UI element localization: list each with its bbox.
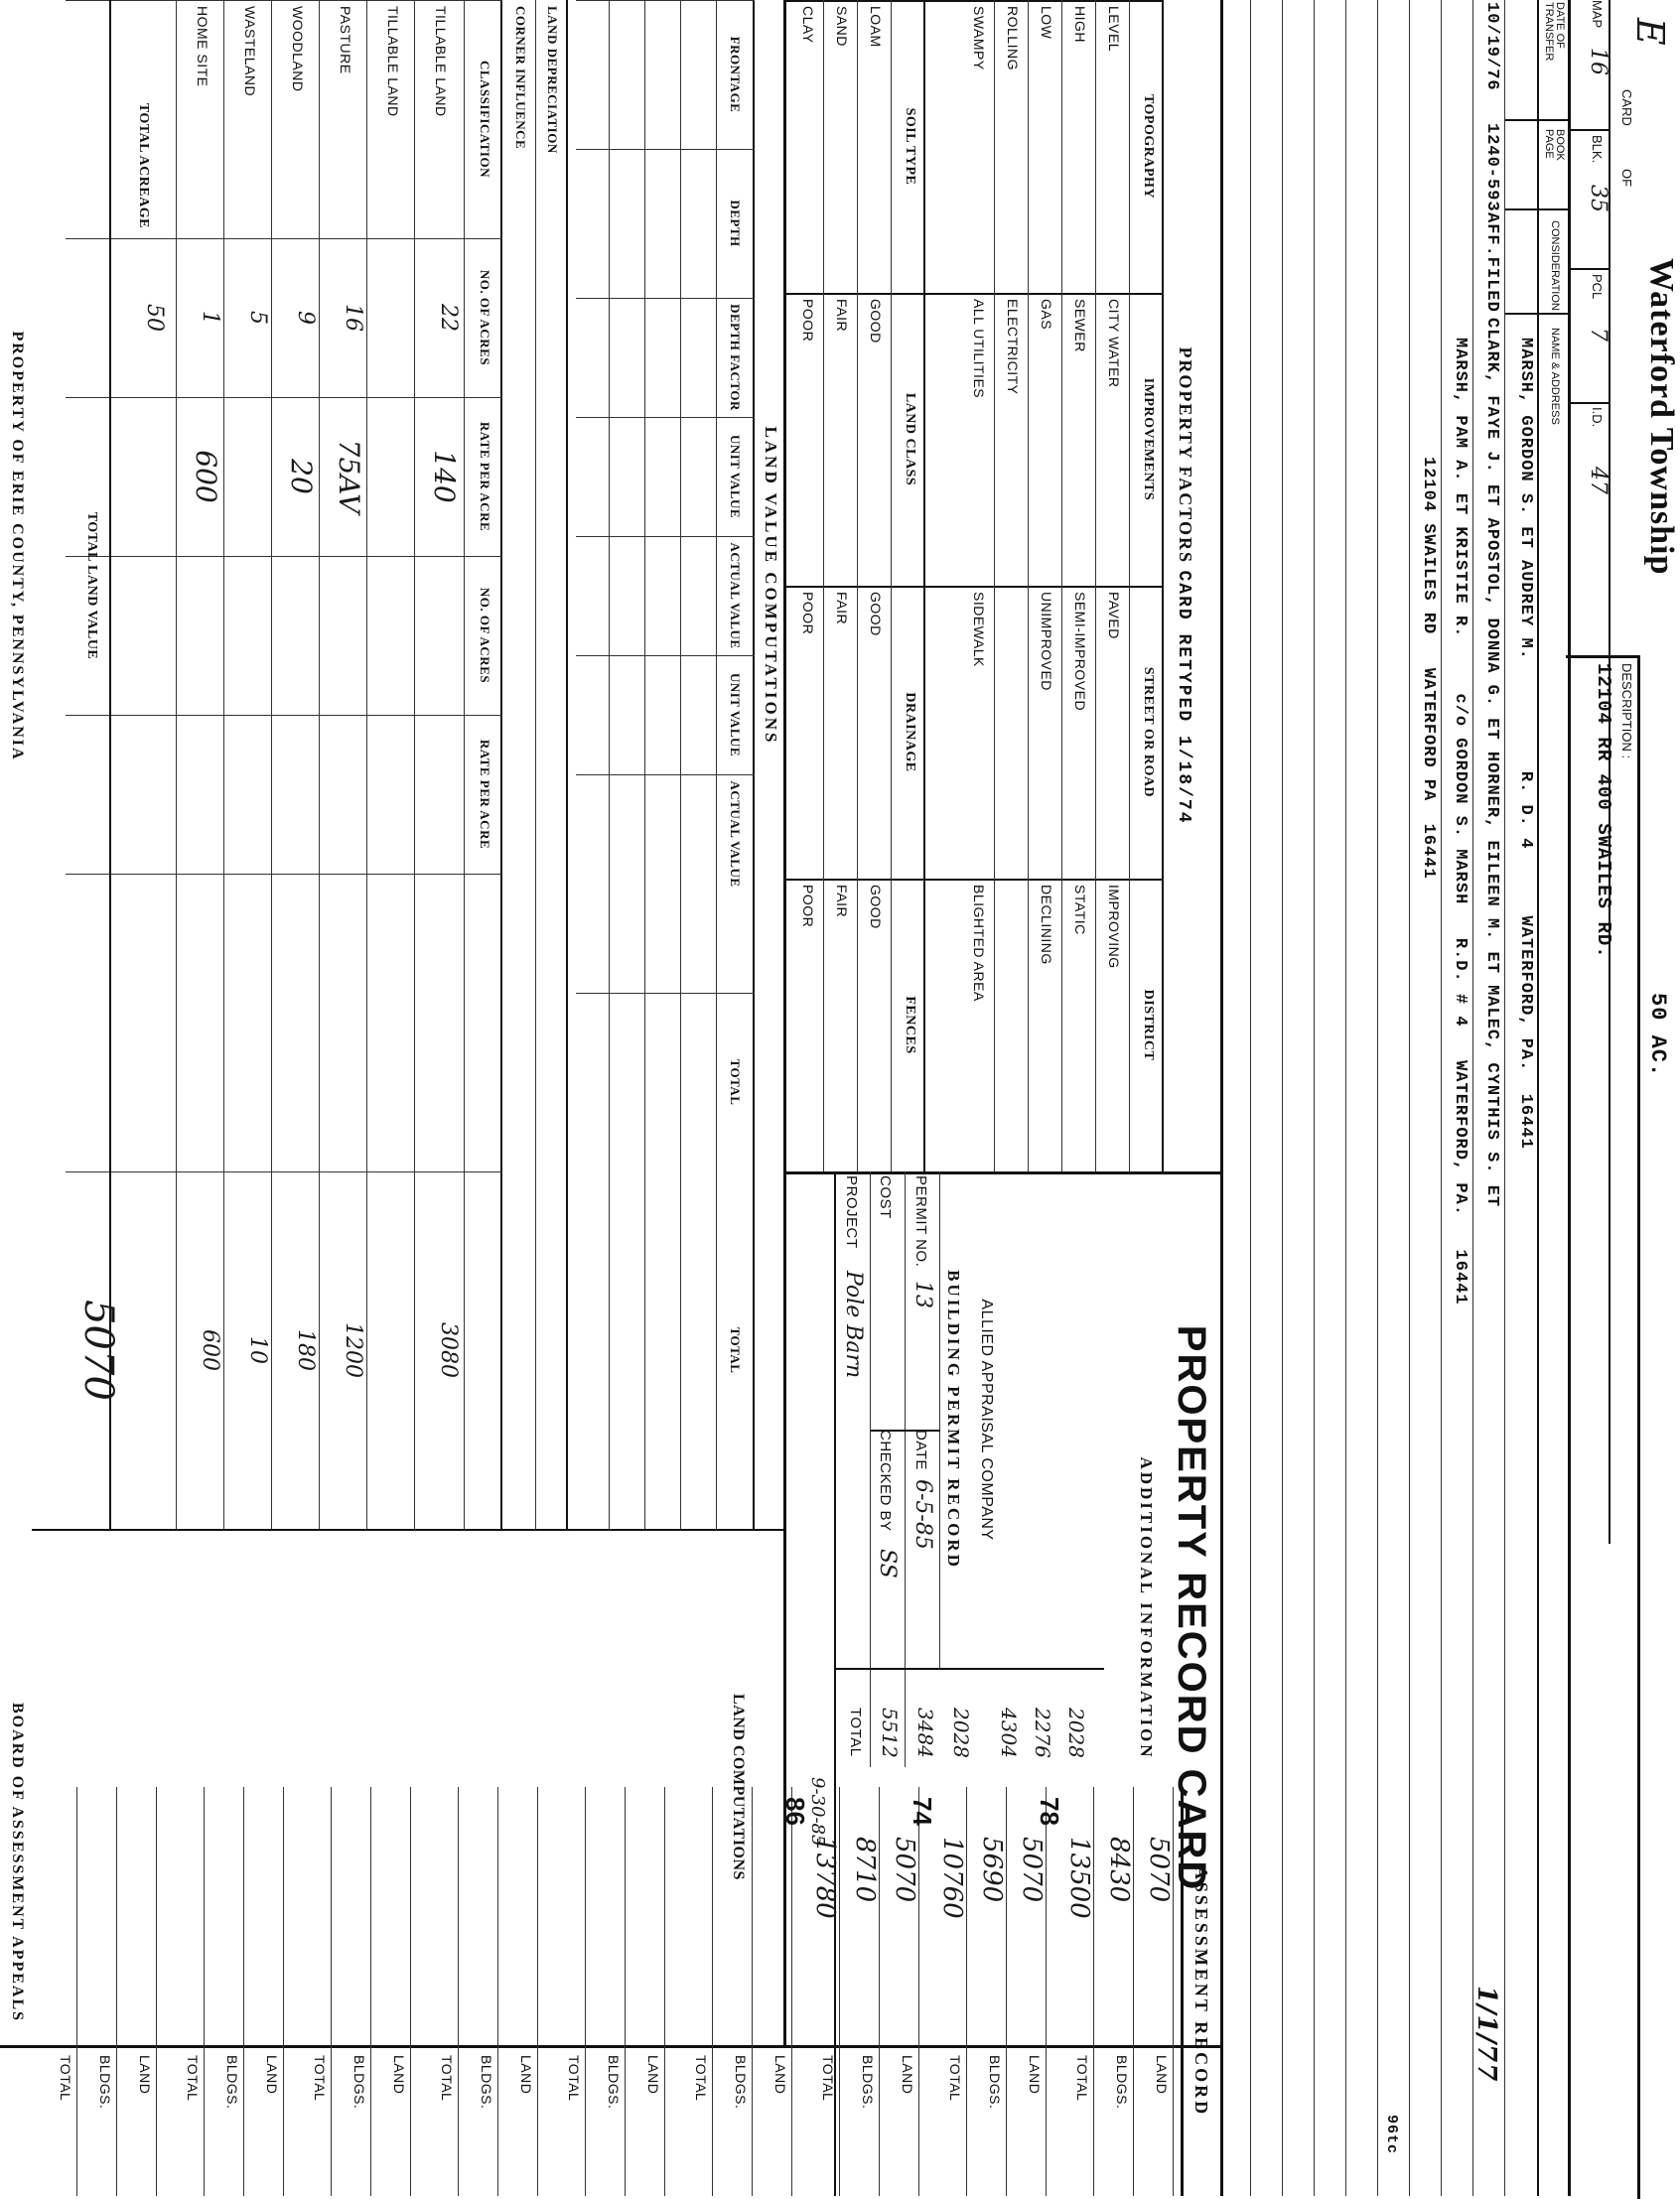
land-class-acres: 22 [436, 304, 461, 332]
factor-cell: LEVEL [1106, 6, 1122, 53]
handwritten-card-mark: E [1628, 18, 1672, 46]
assessment-land-value: 5070 [1017, 1837, 1047, 1903]
corner-code: 96tc [1383, 2115, 1400, 2155]
land-class-name: WASTELAND [242, 6, 258, 97]
assessment-land-label: LAND [772, 2055, 788, 2095]
land-class-rate: 140 [428, 450, 461, 503]
factor-cell: POOR [800, 299, 816, 343]
calc-note: 2028 [949, 1708, 973, 1758]
factor-col-header: TOPOGRAPHY [1141, 93, 1156, 200]
land-class-name: PASTURE [338, 6, 353, 74]
card-label: CARD [1619, 89, 1634, 126]
factor-cell: FAIR [834, 299, 850, 333]
factor-col-header: STREET OR ROAD [1141, 666, 1156, 798]
land-class-acres: 1 [198, 311, 222, 325]
land-class-acres: 9 [293, 311, 318, 325]
factor-cell: SIDEWALK [971, 592, 987, 667]
assessment-year: 78 [1035, 1797, 1064, 1826]
factor-cell: IMPROVING [1106, 885, 1122, 969]
assessment-land-label: LAND [900, 2055, 915, 2095]
transfer-name: MARSH, GORDON S. ET AUDREY M. R. D. 4 WATERFORD, PA. 16441 [1516, 338, 1535, 1150]
frontage-col-header: UNIT VALUE [728, 434, 743, 519]
id-value: 47 [1586, 467, 1610, 494]
factor-cell: SAND [834, 6, 850, 47]
calc-note: 2276 [1031, 1708, 1054, 1758]
col-name-header: NAME & ADDRESS [1549, 328, 1561, 425]
factor-col-header: LAND CLASS [903, 392, 917, 486]
id-label: I.D. [1590, 407, 1605, 428]
factor-col-header: FENCES [903, 996, 917, 1054]
factor-col-header: SOIL TYPE [903, 107, 917, 186]
factor-cell: DECLINING [1039, 885, 1054, 965]
land-class-name: TILLABLE LAND [433, 6, 449, 117]
transfer-date: 10/19/76 [1482, 2, 1501, 91]
assessment-bldgs-label: BLDGS. [224, 2055, 240, 2110]
permit-date-value: 6-5-85 [910, 1479, 935, 1550]
land-class-rate: 20 [285, 459, 318, 494]
transfer-name: CLARK, FAYE J. ET APOSTOL, DONNA G. ET HORNER, EILEEN M. ET MALEC, CYNTHIS S. ET [1482, 318, 1501, 1208]
land-value-title: LAND VALUE COMPUTATIONS [762, 426, 780, 746]
total-land-value-label: TOTAL LAND VALUE [84, 511, 99, 660]
factor-cell: FAIR [834, 885, 850, 918]
assessment-bldgs-value: 8430 [1104, 1837, 1134, 1903]
appraisal-company: ALLIED APPRAISAL COMPANY [978, 1299, 995, 1541]
acreage-label: 50 AC. [1645, 993, 1670, 1078]
assessment-total-label: TOTAL [1074, 2055, 1090, 2102]
factor-cell: ROLLING [1005, 6, 1021, 70]
assessment-bldgs-label: BLDGS. [860, 2055, 876, 2110]
checked-by-label: CHECKED BY [877, 1430, 894, 1532]
factor-cell: PAVED [1106, 592, 1122, 639]
factor-cell: POOR [800, 592, 816, 635]
factor-cell: SEWER [1072, 299, 1088, 352]
land-class-name: TILLABLE LAND [385, 6, 401, 117]
description-label: DESCRIPTION : [1619, 663, 1634, 759]
permit-no-label: PERMIT NO. [912, 1175, 929, 1268]
assessment-bldgs-value: 5690 [977, 1837, 1007, 1903]
assessment-land-value: 5070 [1144, 1837, 1174, 1903]
record-card-title: PROPERTY RECORD CARD [1170, 1324, 1213, 1892]
assessment-land-label: LAND [645, 2055, 661, 2095]
calc-note: 5512 [878, 1708, 902, 1758]
property-factors-title: PROPERTY FACTORS [1176, 346, 1195, 564]
calc-total-label: TOTAL [847, 1708, 864, 1757]
permit-record-title: BUILDING PERMIT RECORD [944, 1270, 963, 1570]
assessment-total-label: TOTAL [566, 2055, 582, 2102]
frontage-col-header: ACTUAL VALUE [728, 542, 743, 649]
assessment-bldgs-value: 8710 [850, 1837, 880, 1903]
factor-cell: UNIMPROVED [1039, 592, 1054, 691]
pcl-label: PCL [1590, 274, 1605, 300]
class-col-header: RATE PER ACRE [478, 421, 492, 532]
factor-cell: GOOD [868, 885, 884, 929]
land-class-acres: 16 [341, 304, 365, 332]
calc-note: 4304 [997, 1708, 1021, 1758]
permit-no-value: 13 [910, 1281, 935, 1308]
pcl-value: 7 [1586, 328, 1610, 342]
assessment-record-title: ASSESSMENT RECORD [1191, 1865, 1211, 2118]
assessment-total-value: 13780 [810, 1837, 840, 1919]
factor-cell: LOW [1039, 6, 1054, 40]
land-class-total: 600 [198, 1329, 222, 1371]
factor-cell: SWAMPY [971, 6, 987, 70]
checked-by-value: SS [875, 1549, 900, 1579]
assessment-land-value: 5070 [890, 1837, 919, 1903]
land-depreciation-label: LAND DEPRECIATION [545, 6, 560, 154]
factor-cell: FAIR [834, 592, 850, 625]
land-class-acres: 5 [245, 311, 270, 325]
card-retyped-note: CARD RETYPED 1/18/74 [1174, 570, 1193, 825]
land-class-total: 180 [293, 1329, 318, 1371]
assessment-bldgs-label: BLDGS. [1114, 2055, 1130, 2110]
assessment-total-value: 13500 [1064, 1837, 1094, 1919]
assessment-year: 74 [908, 1797, 937, 1826]
assessment-total-label: TOTAL [820, 2055, 836, 2102]
assessment-land-label: LAND [1154, 2055, 1170, 2095]
assessment-land-label: LAND [1027, 2055, 1043, 2095]
factor-cell: BLIGHTED AREA [971, 885, 987, 1002]
class-col-header: CLASSIFICATION [478, 60, 492, 178]
frontage-total-header: TOTAL [728, 1326, 743, 1374]
project-label: PROJECT [843, 1175, 860, 1249]
transfer-book: 1240-593 [1482, 123, 1501, 212]
factor-cell: GOOD [868, 592, 884, 636]
project-value: Pole Barn [841, 1271, 866, 1379]
assessment-bldgs-label: BLDGS. [351, 2055, 367, 2110]
assessment-total-label: TOTAL [312, 2055, 328, 2102]
frontage-col-header: ACTUAL VALUE [728, 780, 743, 888]
assessment-land-label: LAND [518, 2055, 534, 2095]
transfer-name: MARSH, PAM A. ET KRISTIE R. c/o GORDON S. MARSH R.D. # 4 WATERFORD, PA. 16441 [1451, 338, 1470, 1306]
land-class-total: 1200 [341, 1322, 365, 1378]
calc-note: 2028 [1064, 1708, 1088, 1758]
factor-cell: ALL UTILITIES [971, 299, 987, 399]
assessment-total-label: TOTAL [693, 2055, 709, 2102]
assessment-total-value: 10760 [937, 1837, 967, 1919]
assessment-land-label: LAND [264, 2055, 280, 2095]
total-acreage-value: 50 [142, 304, 167, 332]
factor-cell: HIGH [1072, 6, 1088, 43]
total-land-value: 5070 [75, 1300, 121, 1401]
factor-cell: LOAM [868, 6, 884, 48]
col-date-header: DATE OF TRANSFER [1543, 2, 1566, 62]
transfer-name: 12104 SWAILES RD WATERFORD PA 16441 [1419, 457, 1438, 880]
transfer-consideration: AFF.FILED [1482, 212, 1501, 313]
assessment-bldgs-label: BLDGS. [97, 2055, 113, 2110]
of-label: OF [1619, 169, 1634, 188]
factor-col-header: IMPROVEMENTS [1141, 377, 1156, 501]
factor-cell: CLAY [800, 6, 816, 44]
additional-info-label: ADDITIONAL INFORMATION [1137, 1456, 1156, 1760]
land-class-name: HOME SITE [195, 6, 210, 87]
frontage-col-header: FRONTAGE [728, 36, 743, 113]
cost-label: COST [877, 1175, 894, 1219]
frontage-col-header: UNIT VALUE [728, 672, 743, 757]
assessment-total-label: TOTAL [58, 2055, 73, 2102]
corner-date: 1/1/77 [1471, 1986, 1501, 2083]
assessment-year: 86 [780, 1797, 810, 1826]
land-class-rate: 600 [190, 450, 222, 503]
assessment-extra-date: 9-30-85 [807, 1777, 828, 1847]
assessment-bldgs-label: BLDGS. [987, 2055, 1003, 2110]
assessment-bldgs-label: BLDGS. [606, 2055, 622, 2110]
class-col-header: RATE PER ACRE [478, 739, 492, 850]
col-book-header: BOOK PAGE [1543, 129, 1566, 161]
blk-value: 35 [1586, 185, 1610, 212]
corner-influence-label: CORNER INFLUENCE [513, 6, 528, 150]
factor-cell: GAS [1039, 299, 1054, 331]
blk-label: BLK. [1590, 135, 1605, 164]
factor-cell: STATIC [1072, 885, 1088, 935]
frontage-col-header: DEPTH [728, 200, 743, 247]
assessment-total-label: TOTAL [185, 2055, 201, 2102]
map-label: MAP [1590, 0, 1605, 29]
total-acreage-label: TOTAL ACREAGE [136, 102, 151, 228]
assessment-land-label: LAND [137, 2055, 153, 2095]
factor-col-header: DRAINAGE [903, 692, 917, 772]
land-class-rate: 75AV [333, 439, 365, 514]
assessment-total-label: TOTAL [439, 2055, 455, 2102]
factor-cell: GOOD [868, 299, 884, 344]
assessment-bldgs-label: BLDGS. [733, 2055, 749, 2110]
factor-col-header: DISTRICT [1141, 989, 1156, 1061]
assessment-land-label: LAND [391, 2055, 407, 2095]
factor-cell: CITY WATER [1106, 299, 1122, 388]
township-title: Waterford Township [1643, 258, 1680, 576]
land-class-total: 10 [245, 1336, 270, 1364]
factor-cell: ELECTRICITY [1005, 299, 1021, 395]
map-value: 16 [1586, 48, 1610, 75]
permit-date-label: DATE [912, 1430, 929, 1470]
assessment-total-label: TOTAL [947, 2055, 963, 2102]
frontage-col-header: TOTAL [728, 1058, 743, 1106]
description-value: 12104 RR 400 SWAILES RD. [1593, 663, 1614, 959]
class-col-header: NO. OF ACRES [478, 587, 492, 684]
class-col-header: NO. OF ACRES [478, 269, 492, 366]
calc-note: 3484 [913, 1708, 937, 1758]
frontage-col-header: DEPTH FACTOR [728, 304, 743, 411]
footer-board: BOARD OF ASSESSMENT APPEALS [9, 1702, 26, 2023]
land-computations-label: LAND COMPUTATIONS [730, 1694, 747, 1880]
factor-cell: SEMI-IMPROVED [1072, 592, 1088, 712]
factor-cell: POOR [800, 885, 816, 928]
col-consideration-header: CONSIDERATION [1549, 220, 1561, 311]
assessment-bldgs-label: BLDGS. [479, 2055, 494, 2110]
land-class-name: WOODLAND [290, 6, 306, 92]
footer-county: PROPERTY OF ERIE COUNTY, PENNSYLVANIA [9, 331, 26, 761]
land-class-total: 3080 [436, 1322, 461, 1378]
